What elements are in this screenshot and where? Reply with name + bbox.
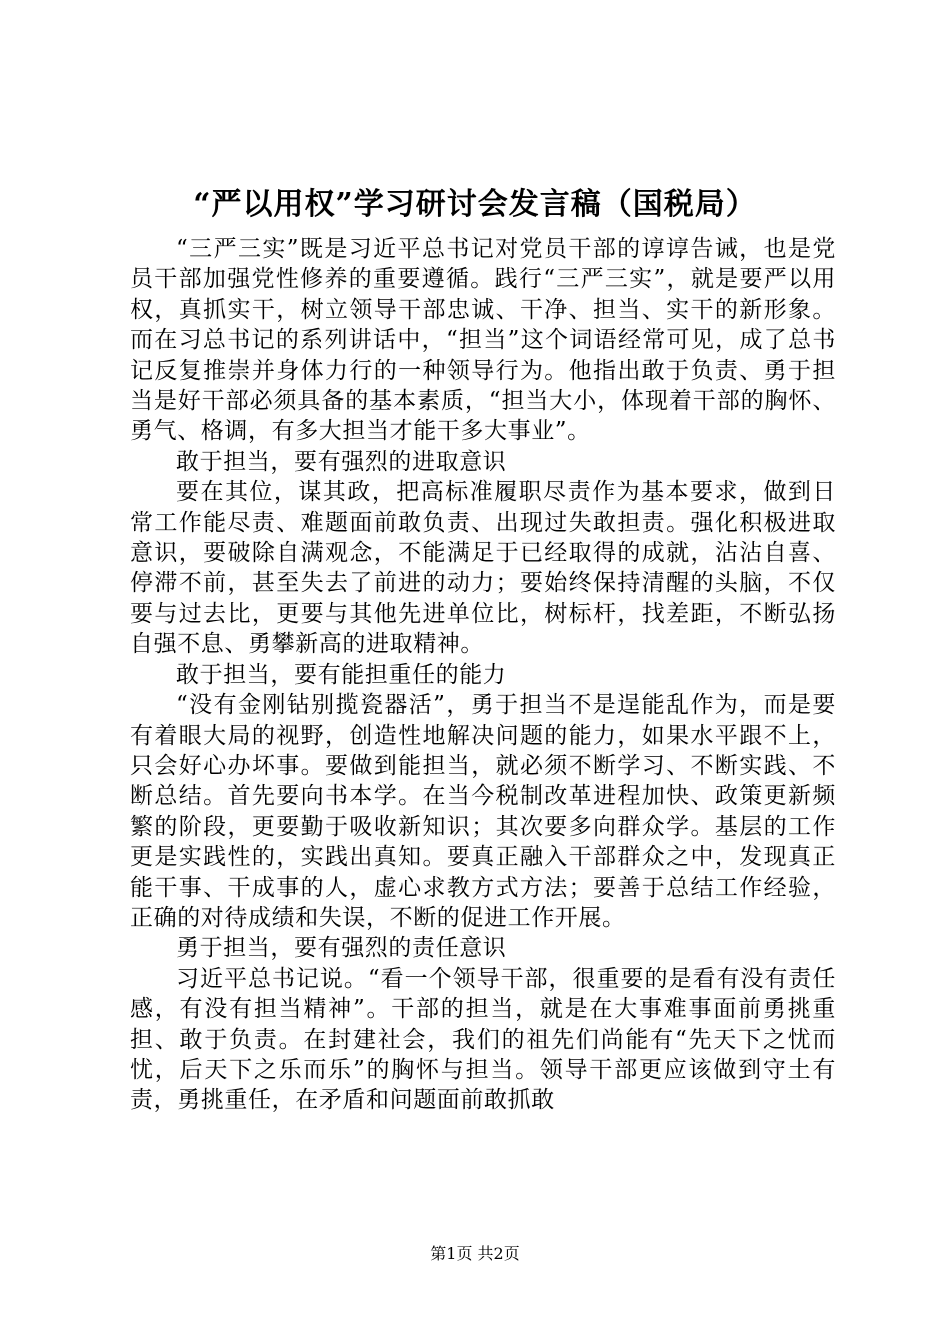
paragraph-ability: “没有金刚钻别揽瓷器活”，勇于担当不是逞能乱作为，而是要有着眼大局的视野，创造性地解决问题的能力，如果水平跟不上，只会好心办坏事。要做到能担当，就必须不断学习、不断实践、不断总结。首先要向书本学。在当今税制改革进程加快、政策更新频繁的阶段，更要勤于吸收新知识；其次要多向群众学。基层的工作更是实践性的，实践出真知。要真正融入干部群众之中，发现真正能干事、干成事的人，虚心求教方式方法；要善于总结工作经验，正确的对待成绩和失误，不断的促进工作开展。 [130,692,836,931]
document-title: “严以用权”学习研讨会发言稿（国税局） [193,187,757,222]
paragraph-progress: 要在其位，谋其政，把高标准履职尽责作为基本要求，做到日常工作能尽责、难题面前敢负责、出现过失敢担责。强化积极进取意识，要破除自满观念，不能满足于已经取得的成就，沾沾自喜、停滞不前，甚至失去了前进的动力；要始终保持清醒的头脑，不仅要与过去比，更要与其他先进单位比，树标杆，找差距，不断弘扬自强不息、勇攀新高的进取精神。 [130,479,836,658]
document-body [130,234,836,1116]
section-heading-ability: 敢于担当，要有能担重任的能力 [176,661,507,688]
section-heading-responsibility: 勇于担当，要有强烈的责任意识 [176,935,507,962]
paragraph-intro: “三严三实”既是习近平总书记对党员干部的谆谆告诫，也是党员干部加强党性修养的重要遵循。践行“三严三实”，就是要严以用权，真抓实干，树立领导干部忠诚、干净、担当、实干的新形象。而在习总书记的系列讲话中，“担当”这个词语经常可见，成了总书记反复推崇并身体力行的一种领导行为。他指出敢于负责、勇于担当是好干部必须具备的基本素质，“担当大小，体现着干部的胸怀、勇气、格调，有多大担当才能干多大事业”。 [130,236,836,445]
section-heading-progress: 敢于担当，要有强烈的进取意识 [176,448,507,475]
page-number-footer: 第1页 共2页 [430,1244,520,1263]
paragraph-responsibility: 习近平总书记说。“看一个领导干部，很重要的是看有没有责任感，有没有担当精神”。干部的担当，就是在大事难事面前勇挑重担、敢于负责。在封建社会，我们的祖先们尚能有“先天下之忧而忧，后天下之乐而乐”的胸怀与担当。领导干部更应该做到守土有责，勇挑重任，在矛盾和问题面前敢抓敢 [130,965,836,1114]
